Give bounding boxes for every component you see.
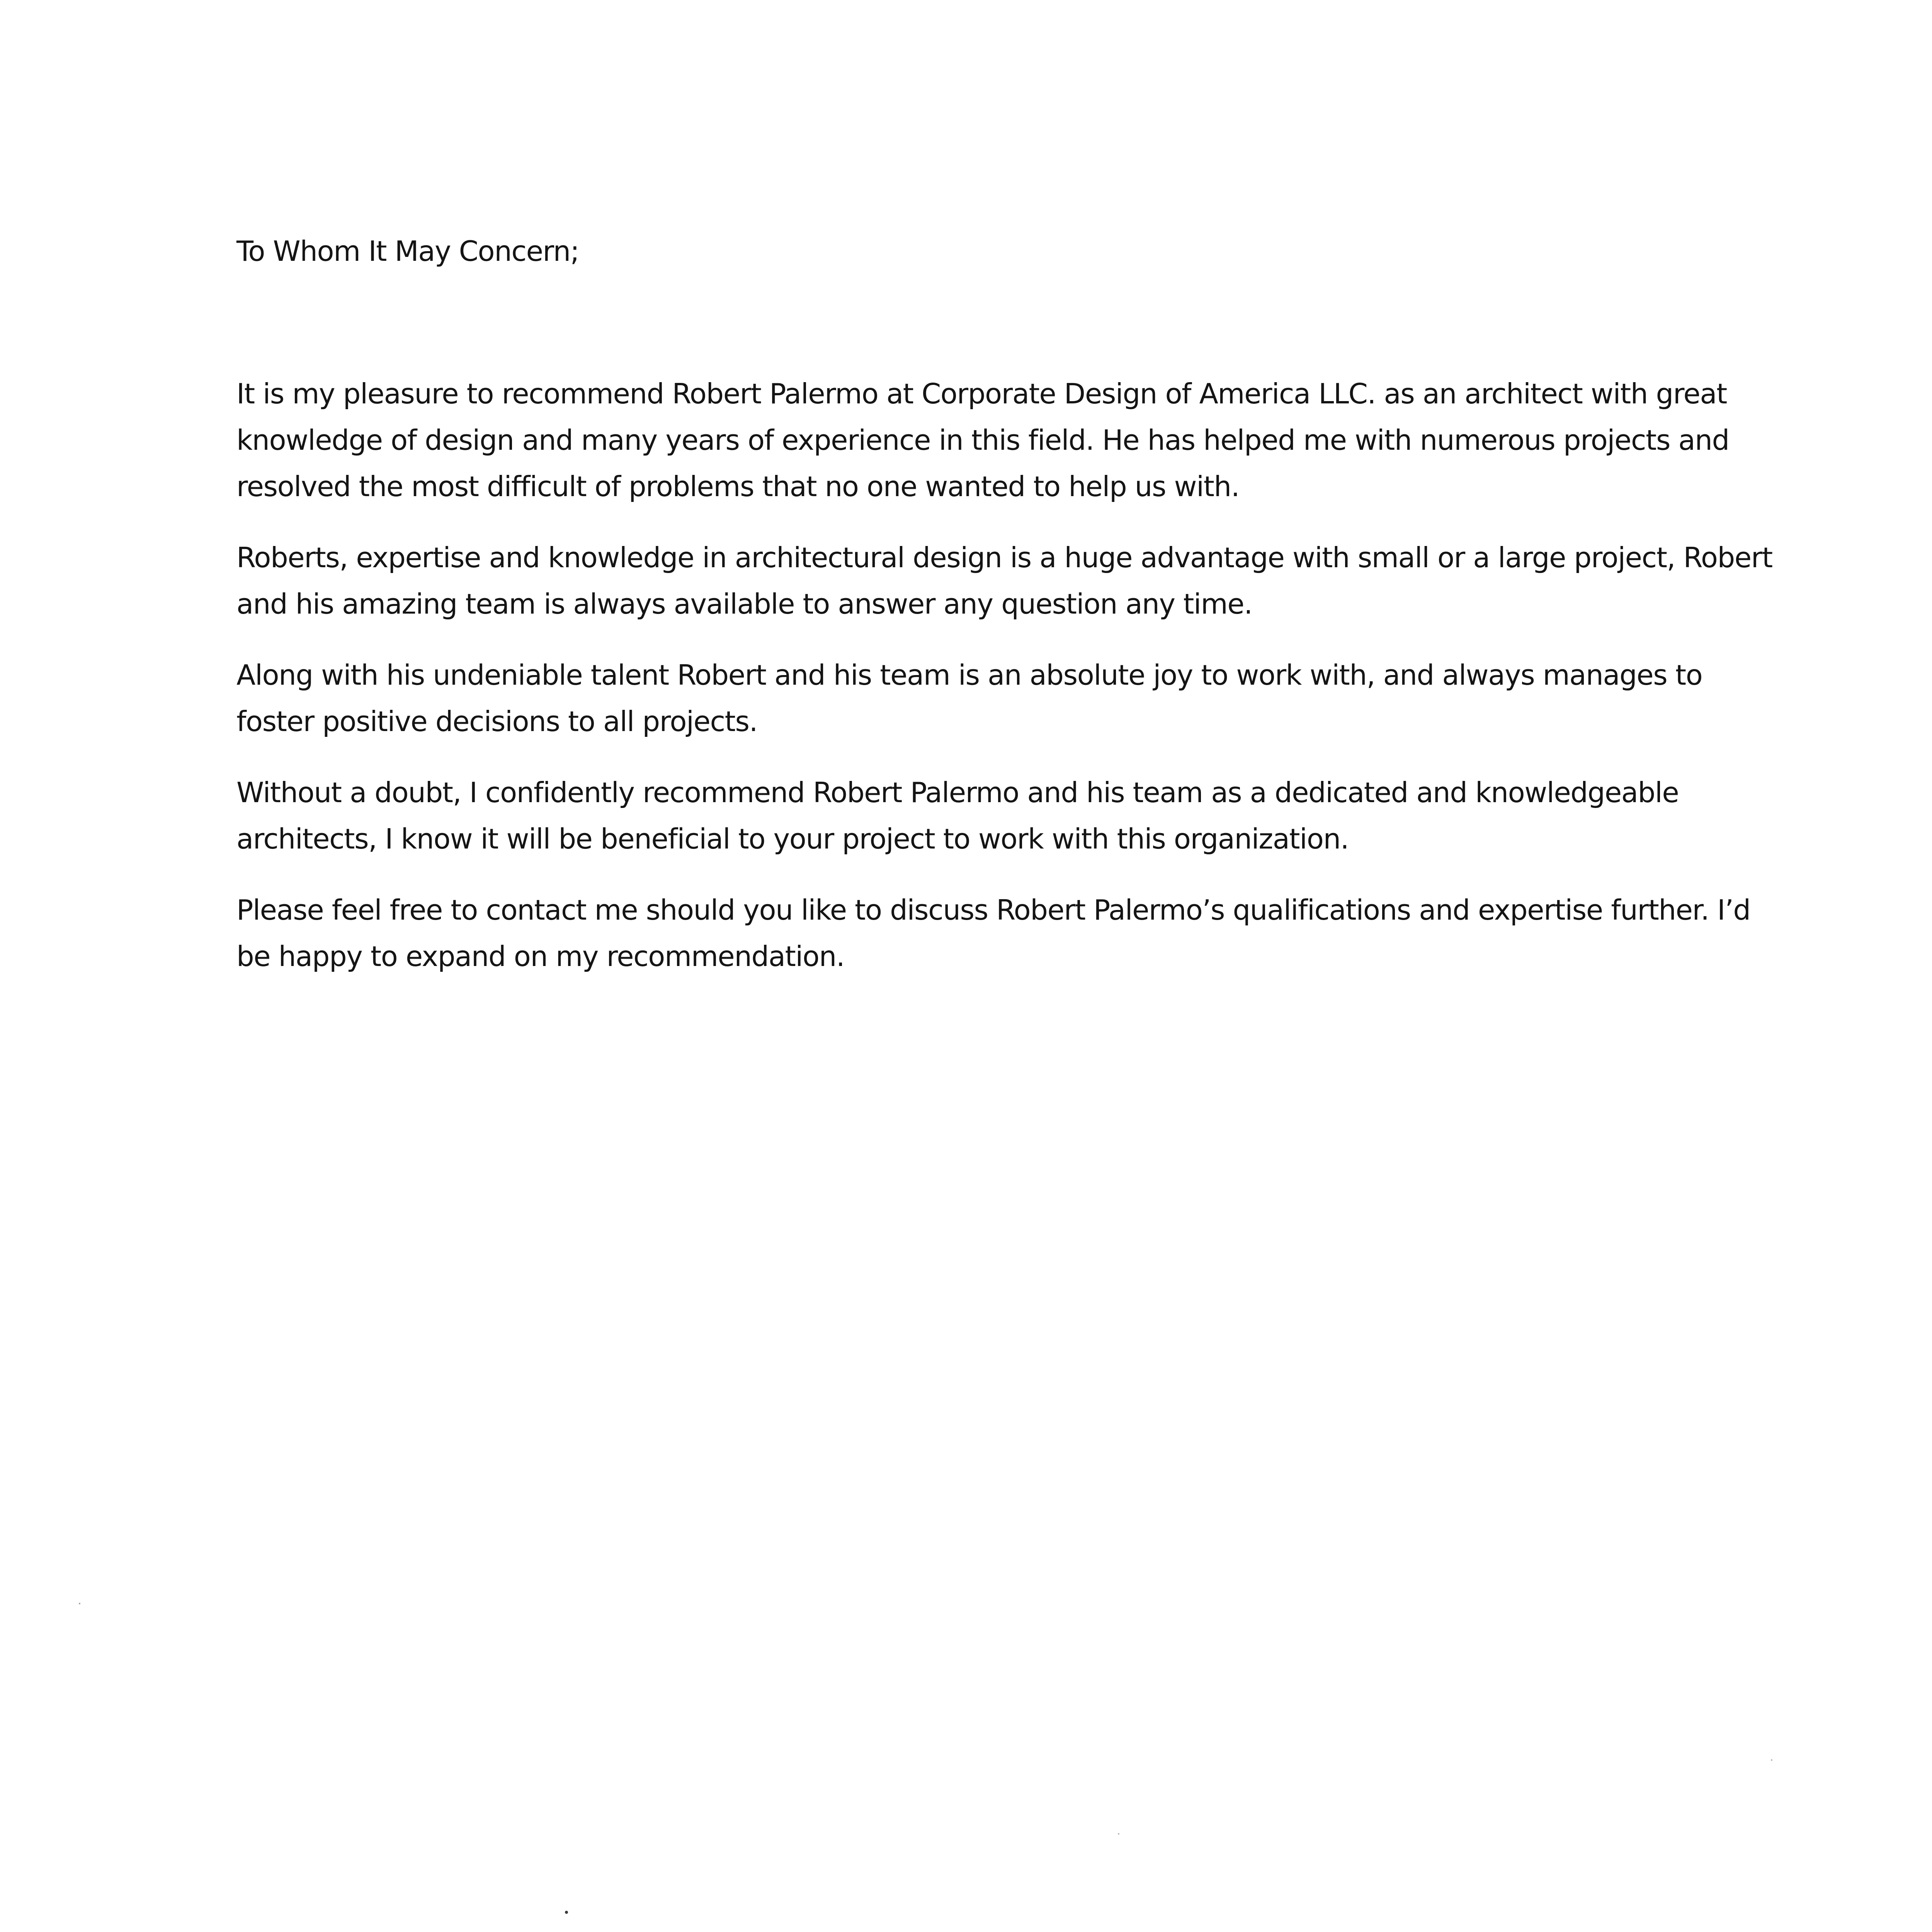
scan-speck xyxy=(1118,1833,1119,1835)
paragraph-recommendation: It is my pleasure to recommend Robert Palermo at Corporate Design of America LLC. as an architect with great knowledge of design and many years of experience in this field. He has helped me with numerous projects and resolved the most difficult of problems that no one wanted to help us with. xyxy=(236,378,1729,503)
scan-speck xyxy=(1771,1759,1772,1761)
paragraph-teamwork: Along with his undeniable talent Robert and his team is an absolute joy to work with, and always manages to foster positive decisions to all projects. xyxy=(236,659,1702,738)
scan-speck xyxy=(79,1603,80,1604)
scan-speck xyxy=(565,1911,568,1914)
recommendation-letter xyxy=(236,228,1774,1004)
salutation: To Whom It May Concern; xyxy=(236,235,579,267)
paragraph-endorsement: Without a doubt, I confidently recommend Robert Palermo and his team as a dedicated and knowledgeable architects, I know it will be beneficial to your project to work with this organization. xyxy=(236,776,1679,855)
paragraph-expertise: Roberts, expertise and knowledge in architectural design is a huge advantage with small or a large project, Robert and his amazing team is always available to answer any question any time. xyxy=(236,541,1772,620)
paragraph-contact: Please feel free to contact me should you like to discuss Robert Palermo’s qualifications and expertise further. I’d be happy to expand on my recommendation. xyxy=(236,894,1750,973)
